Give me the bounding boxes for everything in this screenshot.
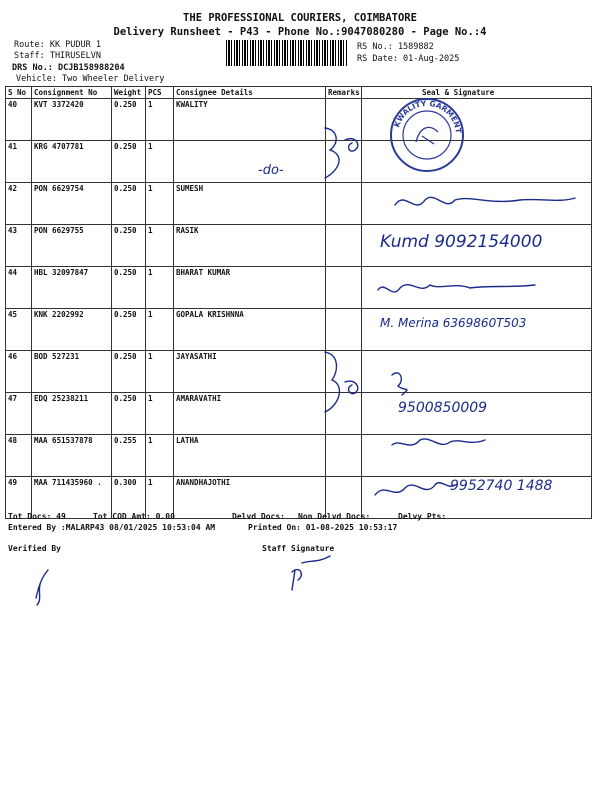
row-weight: 0.250	[112, 99, 146, 141]
row-consignee: ANANDHAJOTHI	[174, 477, 326, 519]
row-consignee: KWALITY	[174, 99, 326, 141]
col-remarks: Remarks	[326, 87, 362, 99]
check-mark-47	[345, 381, 358, 394]
verified-signature	[36, 570, 48, 605]
row-consignee: LATHA	[174, 435, 326, 477]
check-mark-41	[345, 139, 358, 151]
delivery-points: Delvy Pts:	[398, 512, 447, 521]
row-consignee: SUMESH	[174, 183, 326, 225]
seal-text: KWALITY GARMENT	[392, 98, 463, 134]
row-pcs: 1	[146, 435, 174, 477]
row-pcs: 1	[146, 351, 174, 393]
row-weight: 0.250	[112, 309, 146, 351]
row-pcs: 1	[146, 393, 174, 435]
col-consignment: Consignment No	[32, 87, 112, 99]
row-weight: 0.250	[112, 183, 146, 225]
col-consignee: Consignee Details	[174, 87, 326, 99]
tot-docs: Tot Docs: 49	[8, 512, 66, 521]
row-consignment: KRG 4707781	[32, 141, 112, 183]
row-weight: 0.250	[112, 141, 146, 183]
row-sno: 45	[6, 309, 32, 351]
staff-signature-label: Staff Signature	[262, 544, 335, 553]
brace-40-41	[325, 128, 339, 178]
document-title: THE PROFESSIONAL COURIERS, COIMBATORE	[183, 12, 417, 24]
row-weight: 0.250	[112, 351, 146, 393]
entered-by: Entered By :MALARP43 08/01/2025 10:53:04 AM	[8, 523, 216, 532]
svg-text:KWALITY GARMENTS	[388, 96, 463, 135]
row-sno: 48	[6, 435, 32, 477]
row-consignment: PON 6629755	[32, 225, 112, 267]
row-consignee: JAYASATHI	[174, 351, 326, 393]
document-subtitle: Delivery Runsheet - P43 - Phone No.:9047080280 - Page No.:4	[113, 26, 487, 38]
row-pcs: 1	[146, 267, 174, 309]
printed-on: Printed On: 01-08-2025 10:53:17	[248, 523, 398, 532]
rs-date: RS Date: 01-Aug-2025	[357, 54, 460, 64]
row-sno: 47	[6, 393, 32, 435]
row-weight: 0.250	[112, 267, 146, 309]
signature-48	[392, 439, 485, 445]
verified-by-label: Verified By	[8, 544, 61, 553]
non-delivered-docs: Non Delvd Docs:	[298, 512, 371, 521]
rs-number: RS No.: 1589882	[357, 42, 434, 52]
row-sno: 42	[6, 183, 32, 225]
signature-46	[392, 373, 407, 395]
row-pcs: 1	[146, 141, 174, 183]
row-weight: 0.250	[112, 225, 146, 267]
row-sno: 46	[6, 351, 32, 393]
row-weight: 0.300	[112, 477, 146, 519]
row-consignee: GOPALA KRISHNNA	[174, 309, 326, 351]
delivered-docs: Delvd Docs:	[232, 512, 285, 521]
staff-signature-mark	[292, 556, 330, 590]
row-sno: 40	[6, 99, 32, 141]
row-weight: 0.250	[112, 393, 146, 435]
row-sno: 43	[6, 225, 32, 267]
seal-stamp-icon	[388, 96, 466, 174]
row-pcs: 1	[146, 225, 174, 267]
route-label: Route: KK PUDUR 1	[14, 40, 101, 50]
col-sno: S No	[6, 87, 32, 99]
row-sno: 41	[6, 141, 32, 183]
row-consignment: KNK 2202992	[32, 309, 112, 351]
row-consignee: BHARAT KUMAR	[174, 267, 326, 309]
signature-49	[375, 483, 455, 495]
signature-44	[378, 285, 535, 292]
vehicle-label: Vehicle: Two Wheeler Delivery	[16, 74, 165, 84]
staff-label: Staff: THIRUSELVN	[14, 51, 101, 61]
row-pcs: 1	[146, 99, 174, 141]
col-pcs: PCS	[146, 87, 174, 99]
col-weight: Weight	[112, 87, 146, 99]
row-consignment: HBL 32097847	[32, 267, 112, 309]
row-pcs: 1	[146, 309, 174, 351]
row-consignment: BOD 527231	[32, 351, 112, 393]
row-pcs: 1	[146, 477, 174, 519]
row-consignment: MAA 711435960 .	[32, 477, 112, 519]
signature-45: M. Merina 6369860T503	[380, 316, 527, 330]
row-consignment: EDQ 25238211	[32, 393, 112, 435]
tot-cod-amount: Tot COD Amt: 0.00	[93, 512, 175, 521]
signature-42	[395, 197, 575, 205]
brace-46-47	[325, 352, 339, 412]
row-consignee: AMARAVATHI	[174, 393, 326, 435]
row-consignment: KVT 3372420	[32, 99, 112, 141]
signature-47: 9500850009	[398, 400, 488, 416]
ditto-mark: -do-	[258, 163, 284, 178]
row-sno: 44	[6, 267, 32, 309]
row-consignment: PON 6629754	[32, 183, 112, 225]
row-consignee: RASIK	[174, 225, 326, 267]
company-seal	[388, 96, 466, 174]
row-pcs: 1	[146, 183, 174, 225]
signature-43: Kumd 9092154000	[380, 232, 543, 252]
col-seal-signature: Seal & Signature	[362, 87, 592, 99]
row-weight: 0.255	[112, 435, 146, 477]
row-consignment: MAA 651537878	[32, 435, 112, 477]
signature-49-number: 9952740 1488	[450, 478, 553, 494]
row-sno: 49	[6, 477, 32, 519]
drs-number: DRS No.: DCJB158988204	[12, 63, 125, 73]
